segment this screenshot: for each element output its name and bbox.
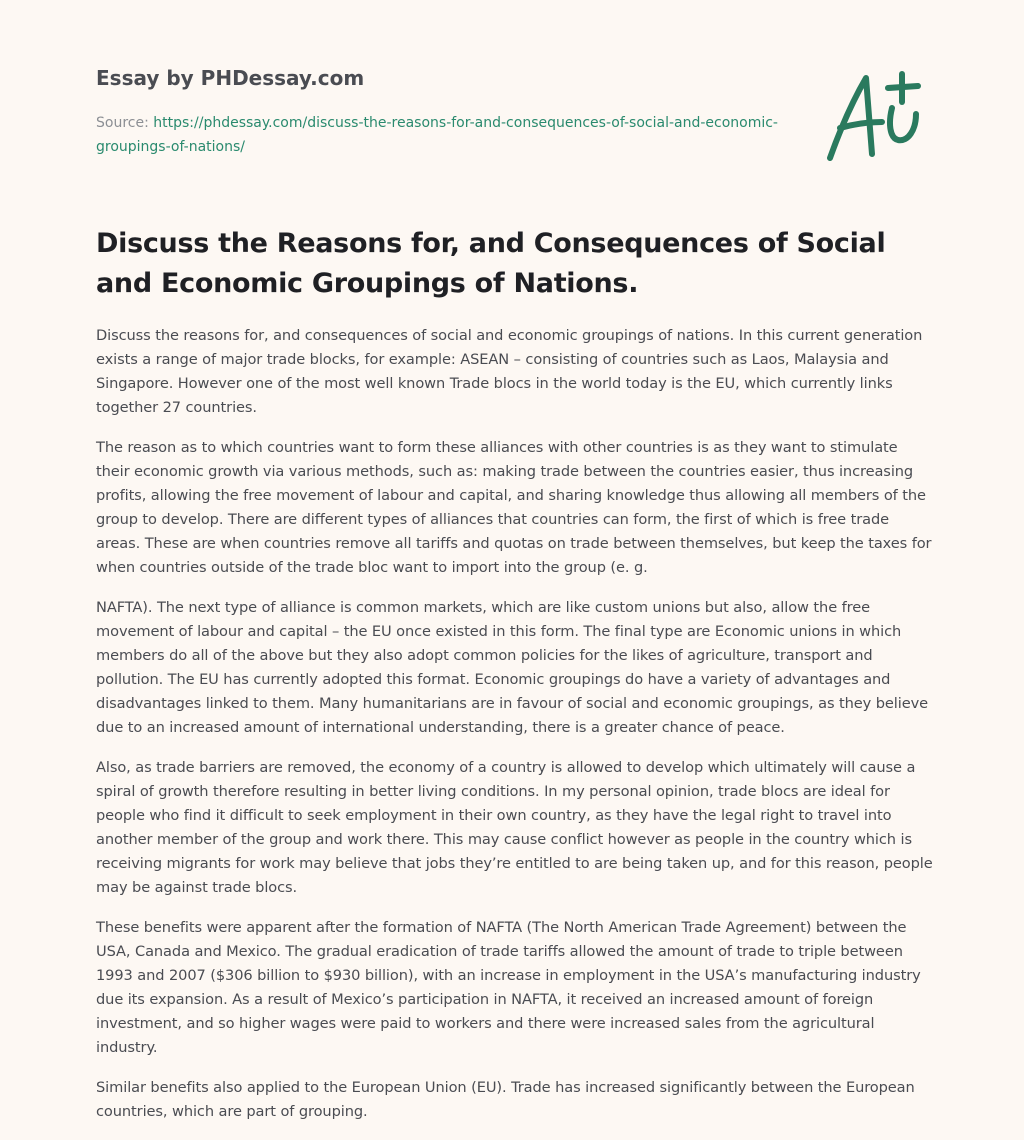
essay-paragraph: These benefits were apparent after the formation of NAFTA (The North American Trade Agreement) between the USA, Canada and Mexico. The gradual eradication of trade tariffs allowed the amount of trade to triple between 1993 and 2007 ($306 billion to $930 billion), with an increase in employment in the USA’s manufacturing industry due its expansion. As a result of Mexico’s participation in NAFTA, it received an increased amount of foreign investment, and so higher wages were paid to workers and there were increased sales from the agricultural industry. [96, 919, 921, 1056]
essay-paragraph: Similar benefits also applied to the European Union (EU). Trade has increased significantly between the European countries, which are part of grouping. [96, 1079, 915, 1120]
essay-body [96, 324, 934, 1140]
source-line [96, 111, 816, 159]
essay-title: Discuss the Reasons for, and Consequences of Social and Economic Groupings of Nations. [96, 228, 886, 299]
essay-paragraph: NAFTA). The next type of alliance is common markets, which are like custom unions but also, allow the free movement of labour and capital – the EU once existed in this form. The final type are Economic unions in which members do all of the above but they also adopt common policies for the likes of agriculture, transport and pollution. The EU has currently adopted this format. Economic groupings do have a variety of advantages and disadvantages linked to them. Many humanitarians are in favour of social and economic groupings, as they believe due to an increased amount of international understanding, there is a greater chance of peace. [96, 599, 928, 736]
site-title: Essay by PHDessay.com [96, 66, 365, 90]
source-link[interactable]: https://phdessay.com/discuss-the-reasons-for-and-consequences-of-social-and-economic-groupings-of-nations/ [96, 115, 778, 155]
essay-paragraph: Discuss the reasons for, and consequences of social and economic groupings of nations. In this current generation exists a range of major trade blocks, for example: ASEAN – consisting of countries such as Laos, Malaysia and Singapore. However one of the most well known Trade blocs in the world today is the EU, which currently links together 27 countries. [96, 327, 923, 416]
source-label: Source: [96, 115, 149, 131]
essay-paragraph: Also, as trade barriers are removed, the economy of a country is allowed to develop which ultimately will cause a spiral of growth therefore resulting in better living conditions. In my personal opinion, trade blocs are ideal for people who find it difficult to seek employment in their own country, as they have the legal right to travel into another member of the group and work there. This may cause conflict however as people in the country which is receiving migrants for work may believe that jobs they’re entitled to are being taken up, and for this reason, people may be against trade blocs. [96, 759, 933, 896]
essay-paragraph: The reason as to which countries want to form these alliances with other countries is as they want to stimulate their economic growth via various methods, such as: making trade between the countries easier, thus increasing profits, allowing the free movement of labour and capital, and sharing knowledge thus allowing all members of the group to develop. There are different types of alliances that countries can form, the first of which is free trade areas. These are when countries remove all tariffs and quotas on trade between themselves, but keep the taxes for when countries outside of the trade bloc want to import into the group (e. g. [96, 439, 932, 576]
a-plus-logo-icon [818, 68, 928, 164]
